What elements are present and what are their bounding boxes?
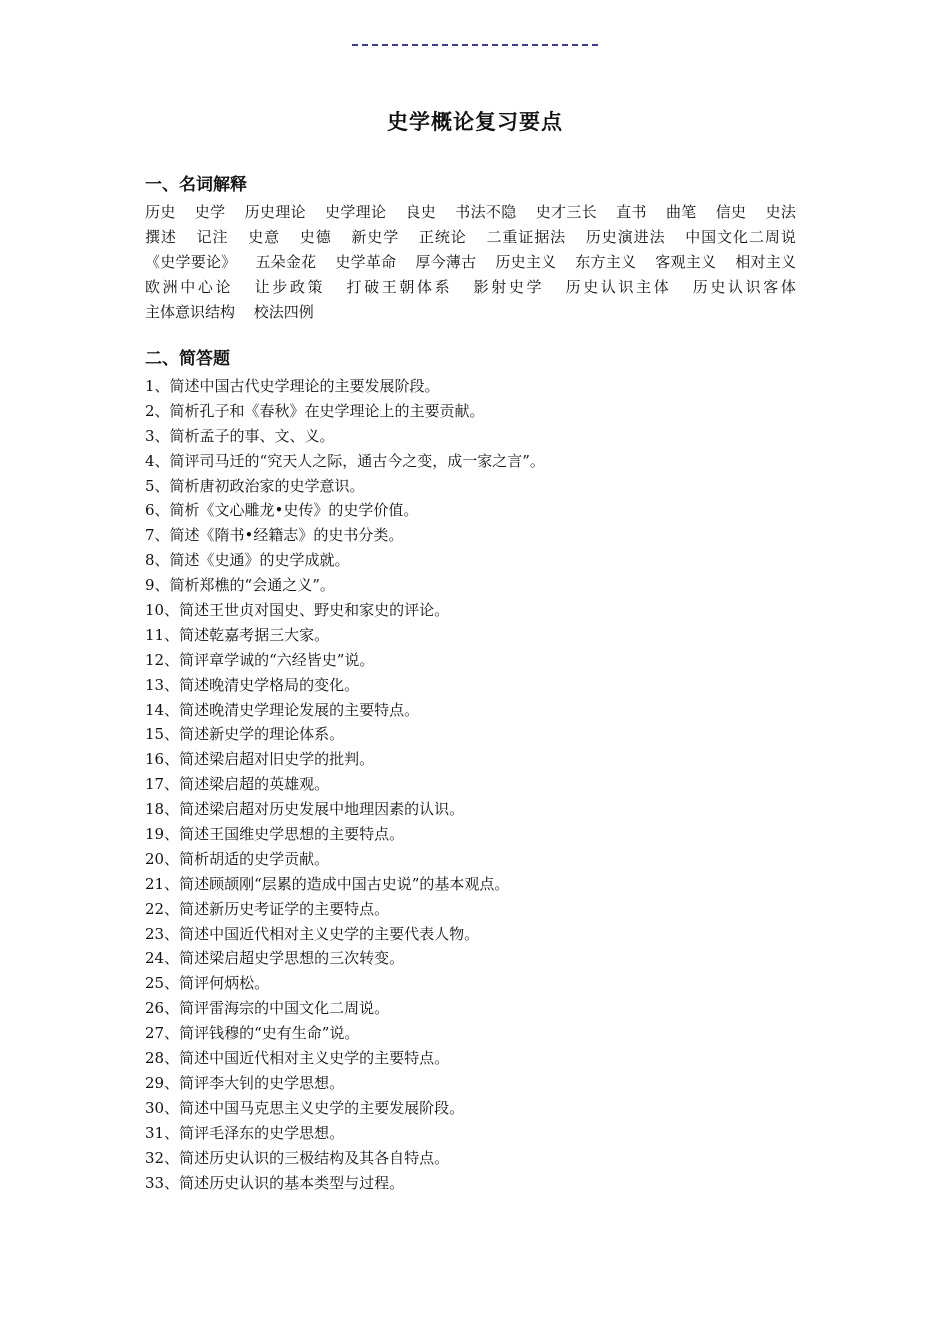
question-item: 12、简评章学诚的“六经皆史”说。 — [145, 650, 375, 669]
question-item: 14、简述晚清史学理论发展的主要特点。 — [145, 700, 420, 719]
term-item: 影射史学 — [473, 278, 545, 296]
term-item: 史学理论 — [325, 203, 387, 221]
document-title: 史学概论复习要点 — [387, 110, 563, 134]
question-item: 20、简析胡适的史学贡献。 — [145, 849, 330, 868]
question-item: 3、简析孟子的事、文、义。 — [145, 426, 335, 445]
term-item: 二重证据法 — [486, 228, 567, 246]
question-item: 19、简述王国维史学思想的主要特点。 — [145, 825, 405, 844]
question-item: 13、简述晚清史学格局的变化。 — [145, 675, 360, 694]
term-item: 良史 — [405, 203, 437, 221]
term-item: 撰述 — [145, 228, 177, 246]
term-item: 书法不隐 — [455, 203, 517, 221]
question-item: 6、简析《文心雕龙•史传》的史学价值。 — [145, 501, 419, 520]
term-item: 曲笔 — [665, 203, 697, 221]
term-item: 史意 — [248, 228, 281, 246]
question-item: 17、简述梁启超的英雄观。 — [145, 775, 330, 794]
question-item: 18、简述梁启超对历史发展中地理因素的认识。 — [145, 800, 465, 819]
term-item: 史法 — [765, 203, 796, 221]
term-item: 历史演进法 — [585, 228, 666, 246]
section-terms — [145, 172, 810, 325]
question-item: 27、简评钱穆的“史有生命”说。 — [145, 1024, 360, 1043]
question-item: 32、简述历史认识的三极结构及其各自特点。 — [145, 1148, 450, 1167]
term-item: 中国文化二周说 — [685, 228, 796, 246]
term-item: 史学 — [194, 203, 226, 221]
question-item: 15、简述新史学的理论体系。 — [145, 725, 345, 744]
question-item: 28、简述中国近代相对主义史学的主要特点。 — [145, 1049, 450, 1068]
term-item: 史德 — [299, 228, 332, 246]
question-item: 29、简评李大钊的史学思想。 — [145, 1073, 345, 1092]
question-item: 25、简评何炳松。 — [145, 974, 270, 993]
term-item: 历史认识客体 — [692, 278, 796, 296]
section-short-answer — [145, 346, 810, 1195]
term-item: 历史主义 — [495, 253, 557, 271]
term-item: 历史认识主体 — [565, 278, 672, 296]
question-item: 7、简述《隋书•经籍志》的史书分类。 — [145, 526, 404, 545]
question-item: 31、简评毛泽东的史学思想。 — [145, 1123, 345, 1142]
term-item: 五朵金花 — [255, 253, 317, 271]
term-item: 让步政策 — [254, 278, 326, 296]
term-item: 正统论 — [418, 228, 467, 246]
question-item: 5、简析唐初政治家的史学意识。 — [145, 476, 365, 495]
term-item: 厚今薄古 — [415, 253, 477, 271]
term-item: 直书 — [616, 203, 647, 221]
question-item: 4、简评司马迁的“究天人之际，通古今之变，成一家之言”。 — [145, 451, 545, 470]
questions-list — [145, 374, 810, 1195]
term-item: 东方主义 — [575, 253, 637, 271]
term-item: 信史 — [715, 203, 747, 221]
question-item: 9、简析郑樵的“会通之义”。 — [145, 576, 335, 595]
question-item: 26、简评雷海宗的中国文化二周说。 — [145, 999, 390, 1018]
question-item: 10、简述王世贞对国史、野史和家史的评论。 — [145, 601, 450, 620]
term-item: 记注 — [196, 228, 229, 246]
term-item: 新史学 — [351, 228, 400, 246]
term-item: 《史学要论》 — [145, 253, 237, 271]
term-item: 历史 — [145, 203, 176, 221]
question-item: 8、简述《史通》的史学成就。 — [145, 551, 350, 570]
terms-list — [145, 200, 810, 325]
term-item: 相对主义 — [735, 253, 796, 271]
term-item: 主体意识结构 — [145, 303, 236, 321]
question-item: 33、简述历史认识的基本类型与过程。 — [145, 1173, 405, 1192]
question-item: 30、简述中国马克思主义史学的主要发展阶段。 — [145, 1098, 465, 1117]
term-item: 校法四例 — [253, 303, 314, 321]
question-item: 21、简述顾颉刚“层累的造成中国古史说”的基本观点。 — [145, 874, 510, 893]
term-item: 史才三长 — [535, 203, 598, 221]
term-item: 史学革命 — [335, 253, 397, 271]
question-item: 23、简述中国近代相对主义史学的主要代表人物。 — [145, 924, 480, 943]
section-heading-terms: 一、名词解释 — [145, 175, 247, 195]
term-item: 历史理论 — [244, 203, 306, 221]
term-item: 客观主义 — [655, 253, 717, 271]
term-item: 欧洲中心论 — [145, 278, 234, 296]
header-dashed-rule — [352, 44, 598, 46]
term-item: 打破王朝体系 — [346, 278, 453, 296]
question-item: 2、简析孔子和《春秋》在史学理论上的主要贡献。 — [145, 401, 485, 420]
section-heading-short-answer: 二、简答题 — [145, 349, 230, 369]
question-item: 16、简述梁启超对旧史学的批判。 — [145, 750, 375, 769]
question-item: 11、简述乾嘉考据三大家。 — [145, 625, 330, 644]
question-item: 24、简述梁启超史学思想的三次转变。 — [145, 949, 405, 968]
question-item: 1、简述中国古代史学理论的主要发展阶段。 — [145, 377, 440, 395]
question-item: 22、简述新历史考证学的主要特点。 — [145, 899, 390, 918]
